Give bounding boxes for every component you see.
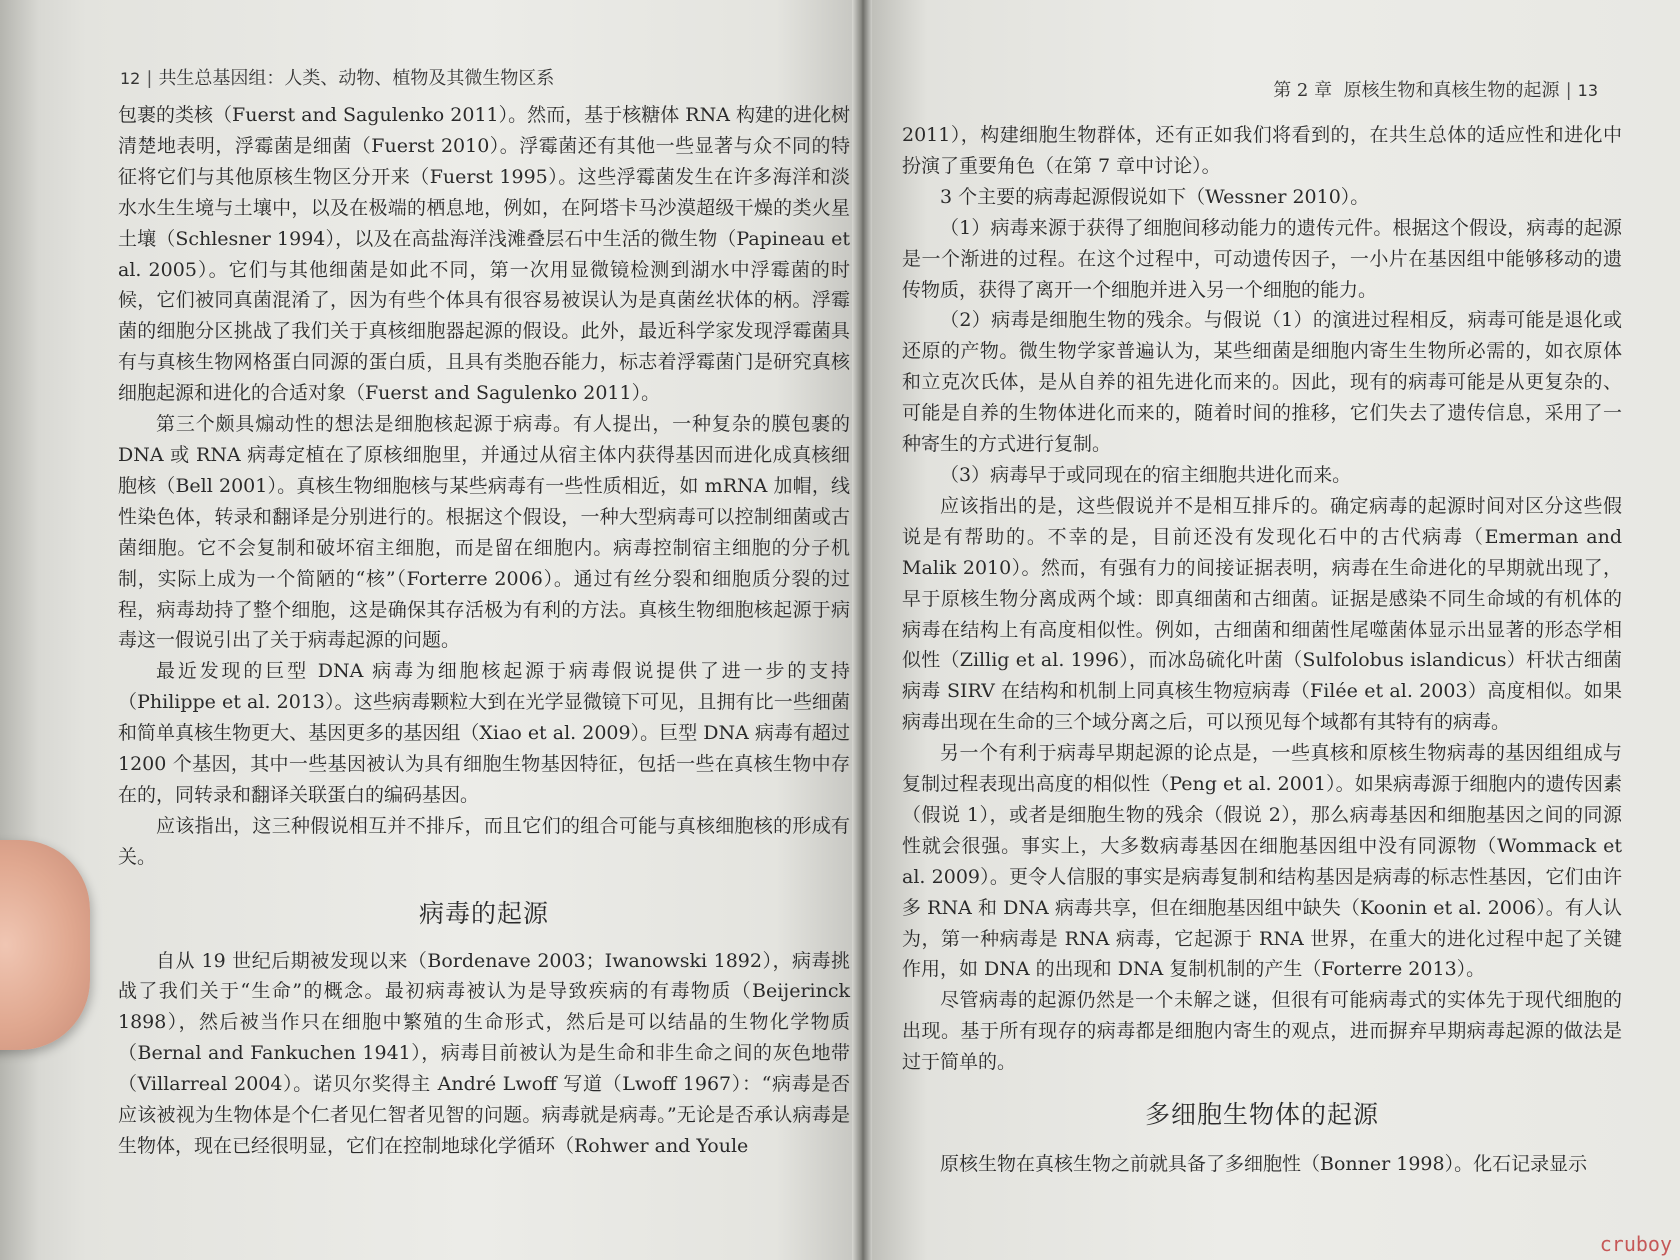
left-page-number: 12: [120, 69, 141, 88]
paragraph: 另一个有利于病毒早期起源的论点是，一些真核和原核生物病毒的基因组组成与复制过程表现出高度的相似性（Peng et al. 2001）。如果病毒源于细胞内的遗传因素（假说 1），或者是细胞生物的残余（假说 2），那么病毒基因和细胞基因之间的同源性就会很强。事实上，大多数病毒基因在细胞基因组中没有同源物（Wommack et al. 2009）。更令人信服的事实是病毒复制和结构基因是病毒的标志性基因，它们由许多 RNA 和 DNA 病毒共享，但在细胞基因组中缺失（Koonin et al. 2006）。有人认为，第一种病毒是 RNA 病毒，它起源于 RNA 世界，在重大的进化过程中起了关键作用，如 DNA 的出现和 DNA 复制机制的产生（Forterre 2013）。: [902, 742, 1622, 981]
paragraph: 第三个颇具煽动性的想法是细胞核起源于病毒。有人提出，一种复杂的膜包裹的 DNA 或 RNA 病毒定植在了原核细胞里，并通过从宿主体内获得基因而进化成真核细胞核（Bell 2001）。真核生物细胞核与某些病毒有一些性质相近，如 mRNA 加帽，线性染色体，转录和翻译是分别进行的。根据这个假设，一种大型病毒可以控制细菌或古菌细胞。它不会复制和破坏宿主细胞，而是留在细胞内。病毒控制宿主细胞的分子机制，实际上成为一个简陋的“核”（Forterre 2006）。通过有丝分裂和细胞质分裂的过程，病毒劫持了整个细胞，这是确保其存活极为有利的方法。真核生物细胞核起源于病毒这一假说引出了关于病毒起源的问题。: [118, 413, 850, 652]
thumb: [0, 840, 90, 1050]
paragraph: （2）病毒是细胞生物的残余。与假说（1）的演进过程相反，病毒可能是退化或还原的产物。微生物学家普遍认为，某些细菌是细胞内寄生生物所必需的，如衣原体和立克次氏体，是从自养的祖先进化而来的。因此，现有的病毒可能是从更复杂的、可能是自养的生物体进化而来的，随着时间的推移，它们失去了遗传信息，采用了一种寄生的方式进行复制。: [902, 309, 1622, 456]
book-title: 共生总基因组：人类、动物、植物及其微生物区系: [158, 68, 555, 89]
section-heading: 多细胞生物体的起源: [1144, 1100, 1379, 1130]
right-page-number: 13: [1577, 81, 1598, 100]
right-running-header: 第 2 章 原核生物和真核生物的起源 | 13: [1273, 80, 1598, 101]
paragraph: 2011），构建细胞生物群体，还有正如我们将看到的，在共生总体的适应性和进化中扮演了重要角色（在第 7 章中讨论）。: [902, 124, 1622, 177]
paragraph: 3 个主要的病毒起源假说如下（Wessner 2010）。: [940, 185, 1370, 208]
paragraph: 应该指出，这三种假说相互并不排斥，而且它们的组合可能与真核细胞核的形成有关。: [118, 814, 850, 868]
right-page: [862, 0, 1680, 1260]
paragraph: 包裹的类核（Fuerst and Sagulenko 2011）。然而，基于核糖体 RNA 构建的进化树清楚地表明，浮霉菌是细菌（Fuerst 2010）。浮霉菌还有其他一些显著与众不同的特征将它们与其他原核生物区分开来（Fuerst 1995）。这些浮霉菌发生在许多海洋和淡水水生生境与土壤中，以及在极端的栖息地，例如，在阿塔卡马沙漠超级干燥的类火星土壤（Schlesner 1994），以及在高盐海洋浅滩叠层石中生活的微生物（Papineau et al. 2005）。它们与其他细菌是如此不同，第一次用显微镜检测到湖水中浮霉菌的时候，它们被同真菌混淆了，因为有些个体具有很容易被误认为是真菌丝状体的柄。浮霉菌的细胞分区挑战了我们关于真核细胞器起源的假设。此外，最近科学家发现浮霉菌具有与真核生物网格蛋白同源的蛋白质，且具有类胞吞能力，标志着浮霉菌门是研究真核细胞起源和进化的合适对象（Fuerst and Sagulenko 2011）。: [118, 104, 850, 405]
book-spine: [852, 0, 872, 1260]
left-running-header: 12 | 共生总基因组：人类、动物、植物及其微生物区系: [120, 68, 555, 89]
paragraph: 最近发现的巨型 DNA 病毒为细胞核起源于病毒假说提供了进一步的支持（Philippe et al. 2013）。这些病毒颗粒大到在光学显微镜下可见，且拥有比一些细菌和简单真核生物更大、基因更多的基因组（Xiao et al. 2009）。巨型 DNA 病毒有超过 1200 个基因，其中一些基因被认为具有细胞生物基因特征，包括一些在真核生物中存在的，同转录和翻译关联蛋白的编码基因。: [118, 660, 850, 806]
paragraph: 自从 19 世纪后期被发现以来（Bordenave 2003；Iwanowski 1892），病毒挑战了我们关于“生命”的概念。最初病毒被认为是导致疾病的有毒物质（Beijerinck 1898），然后被当作只在细胞中繁殖的生命形式，然后是可以结晶的生物化学物质（Bernal and Fankuchen 1941），病毒目前被认为是生命和非生命之间的灰色地带（Villarreal 2004）。诺贝尔奖得主 André Lwoff 写道（Lwoff 1967）：“病毒是否应该被视为生物体是个仁者见仁智者见智的问题。病毒就是病毒。”无论是否承认病毒是生物体，现在已经很明显，它们在控制地球化学循环（Rohwer and Youle: [118, 949, 850, 1157]
paragraph: 尽管病毒的起源仍然是一个未解之谜，但很有可能病毒式的实体先于现代细胞的出现。基于所有现存的病毒都是细胞内寄生的观点，进而摒弃早期病毒起源的做法是过于简单的。: [902, 989, 1622, 1074]
right-body-text: [902, 120, 1622, 1180]
watermark: cruboy: [1599, 1232, 1672, 1256]
page-edge: [0, 0, 40, 1260]
paragraph: （1）病毒来源于获得了细胞间移动能力的遗传元件。根据这个假设，病毒的起源是一个渐进的过程。在这个过程中，可动遗传因子，一小片在基因组中能够移动的遗传物质，获得了离开一个细胞并进入另一个细胞的能力。: [902, 216, 1622, 301]
left-body-text: [118, 100, 850, 1162]
paragraph: 原核生物在真核生物之前就具备了多细胞性（Bonner 1998）。化石记录显示: [940, 1153, 1588, 1175]
section-heading: 病毒的起源: [418, 898, 549, 928]
chapter-title: 原核生物和真核生物的起源: [1343, 80, 1560, 101]
paragraph: 应该指出的是，这些假说并不是相互排斥的。确定病毒的起源时间对区分这些假说是有帮助的。不幸的是，目前还没有发现化石中的古代病毒（Emerman and Malik 2010）。然而，有强有力的间接证据表明，病毒在生命进化的早期就出现了，早于原核生物分离成两个域：即真细菌和古细菌。证据是感染不同生命域的有机体的病毒在结构上有高度相似性。例如，古细菌和细菌性尾噬菌体显示出显著的形态学相似性（Zillig et al. 1996），而冰岛硫化叶菌（Sulfolobus islandicus）杆状古细菌病毒 SIRV 在结构和机制上同真核生物痘病毒（Filée et al. 2003）高度相似。如果病毒出现在生命的三个域分离之后，可以预见每个域都有其特有的病毒。: [902, 494, 1622, 734]
chapter-label: 第 2 章: [1273, 80, 1333, 101]
paragraph: （3）病毒早于或同现在的宿主细胞共进化而来。: [940, 463, 1352, 486]
